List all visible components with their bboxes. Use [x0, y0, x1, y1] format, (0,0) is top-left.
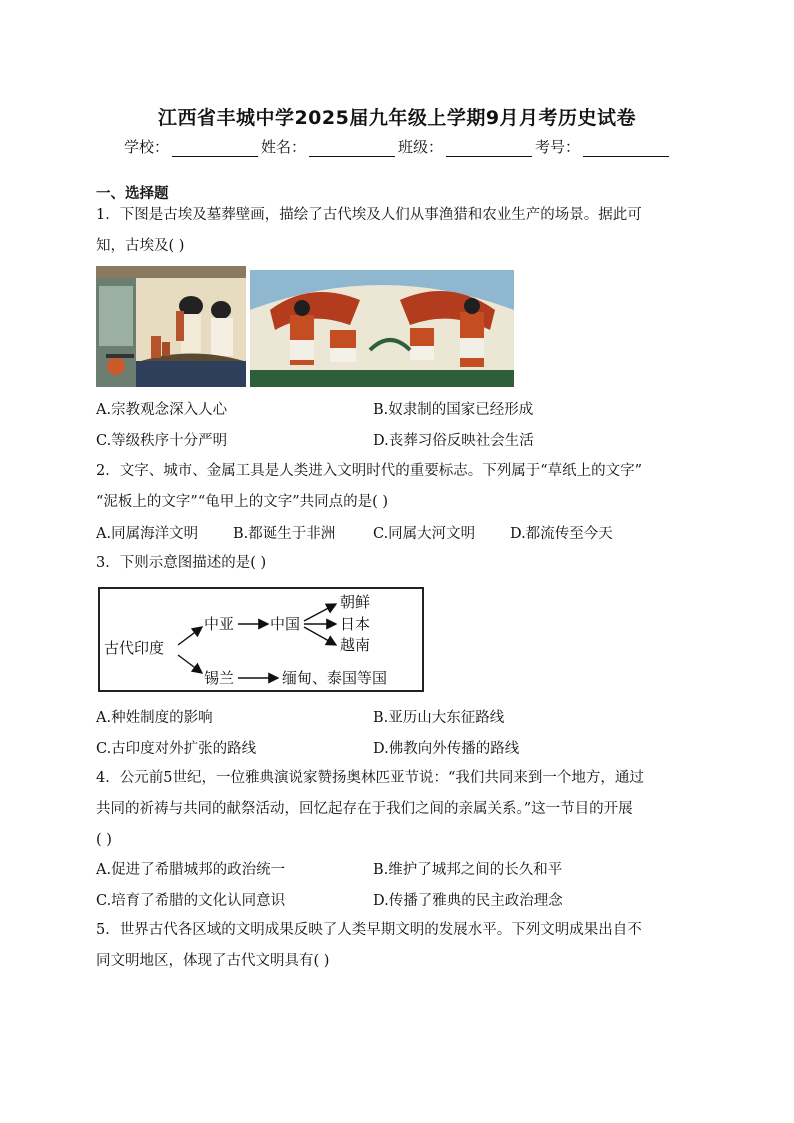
arrow-india-to-ceylon — [178, 655, 202, 673]
arrow-india-to-central-asia — [178, 627, 202, 645]
diagram-ceylon-label: 锡兰 — [204, 669, 235, 687]
q4-option-a[interactable]: A.促进了希腊城邦的政治统一 — [96, 862, 286, 878]
question-1-line-2: 知，古埃及( ) — [96, 238, 185, 254]
id-blank[interactable] — [583, 140, 669, 157]
q3-option-a[interactable]: A.种姓制度的影响 — [96, 710, 213, 726]
question-4 — [96, 763, 706, 856]
question-3-line-1: 3．下则示意图描述的是( ) — [96, 555, 267, 571]
q1-option-b[interactable]: B.奴隶制的国家已经形成 — [373, 402, 534, 418]
buddhism-spread-diagram — [98, 587, 424, 692]
q1-option-c[interactable]: C.等级秩序十分严明 — [96, 433, 228, 449]
q2-option-b[interactable]: B.都诞生于非洲 — [233, 526, 336, 542]
q3-option-b[interactable]: B.亚历山大东征路线 — [373, 710, 505, 726]
arrow-china-to-vietnam — [304, 627, 336, 645]
q1-option-d[interactable]: D.丧葬习俗反映社会生活 — [373, 433, 534, 449]
student-info-line — [124, 136, 672, 157]
tomb-mural-fishing-image — [96, 266, 246, 387]
class-label: 班级： — [398, 138, 444, 156]
name-blank[interactable] — [309, 140, 395, 157]
q3-option-d[interactable]: D.佛教向外传播的路线 — [373, 741, 520, 757]
q2-option-c[interactable]: C.同属大河文明 — [373, 526, 476, 542]
id-label: 考号： — [535, 138, 581, 156]
diagram-myanmar-thailand-label: 缅甸、泰国等国 — [282, 669, 388, 687]
question-2-line-1: 2．文字、城市、金属工具是人类进入文明时代的重要标志。下列属于“草纸上的文字” — [96, 463, 643, 479]
q2-option-d[interactable]: D.都流传至今天 — [510, 526, 613, 542]
question-2 — [96, 456, 706, 518]
question-4-line-1: 4．公元前5世纪，一位雅典演说家赞扬奥林匹亚节说：“我们共同来到一个地方，通过 — [96, 770, 644, 786]
q4-option-d[interactable]: D.传播了雅典的民主政治理念 — [373, 893, 563, 909]
question-4-line-3: ( ) — [96, 832, 112, 848]
question-5-line-2: 同文明地区，体现了古代文明具有( ) — [96, 953, 330, 969]
question-4-line-2: 共同的祈祷与共同的献祭活动，回忆起存在于我们之间的亲属关系。”这一节目的开展 — [96, 801, 633, 817]
tomb-mural-harvest-image — [250, 270, 514, 387]
exam-title: 江西省丰城中学2025届九年级上学期9月月考历史试卷 — [157, 107, 637, 129]
question-1-line-1: 1．下图是古埃及墓葬壁画，描绘了古代埃及人们从事渔猎和农业生产的场景。据此可 — [96, 207, 642, 223]
q1-option-a[interactable]: A.宗教观念深入人心 — [96, 402, 228, 418]
name-label: 姓名： — [261, 138, 307, 156]
diagram-origin-label: 古代印度 — [104, 639, 165, 657]
q4-option-c[interactable]: C.培育了希腊的文化认同意识 — [96, 893, 286, 909]
diagram-central-asia-label: 中亚 — [204, 615, 235, 633]
q2-option-a[interactable]: A.同属海洋文明 — [96, 526, 199, 542]
school-label: 学校： — [124, 138, 170, 156]
question-1 — [96, 200, 706, 262]
question-5-line-1: 5．世界古代各区域的文明成果反映了人类早期文明的发展水平。下列文明成果出自不 — [96, 922, 642, 938]
question-5 — [96, 915, 706, 977]
diagram-korea-label: 朝鲜 — [340, 593, 371, 611]
section-title: 一、选择题 — [96, 186, 169, 202]
school-blank[interactable] — [172, 140, 258, 157]
q3-option-c[interactable]: C.古印度对外扩张的路线 — [96, 741, 257, 757]
q4-option-b[interactable]: B.维护了城邦之间的长久和平 — [373, 862, 563, 878]
diagram-vietnam-label: 越南 — [340, 636, 371, 654]
diagram-china-label: 中国 — [270, 615, 301, 633]
question-3 — [96, 548, 706, 579]
arrow-china-to-korea — [304, 604, 336, 621]
question-2-line-2: “泥板上的文字”“龟甲上的文字”共同点的是( ) — [96, 494, 389, 510]
diagram-japan-label: 日本 — [340, 615, 371, 633]
class-blank[interactable] — [446, 140, 532, 157]
